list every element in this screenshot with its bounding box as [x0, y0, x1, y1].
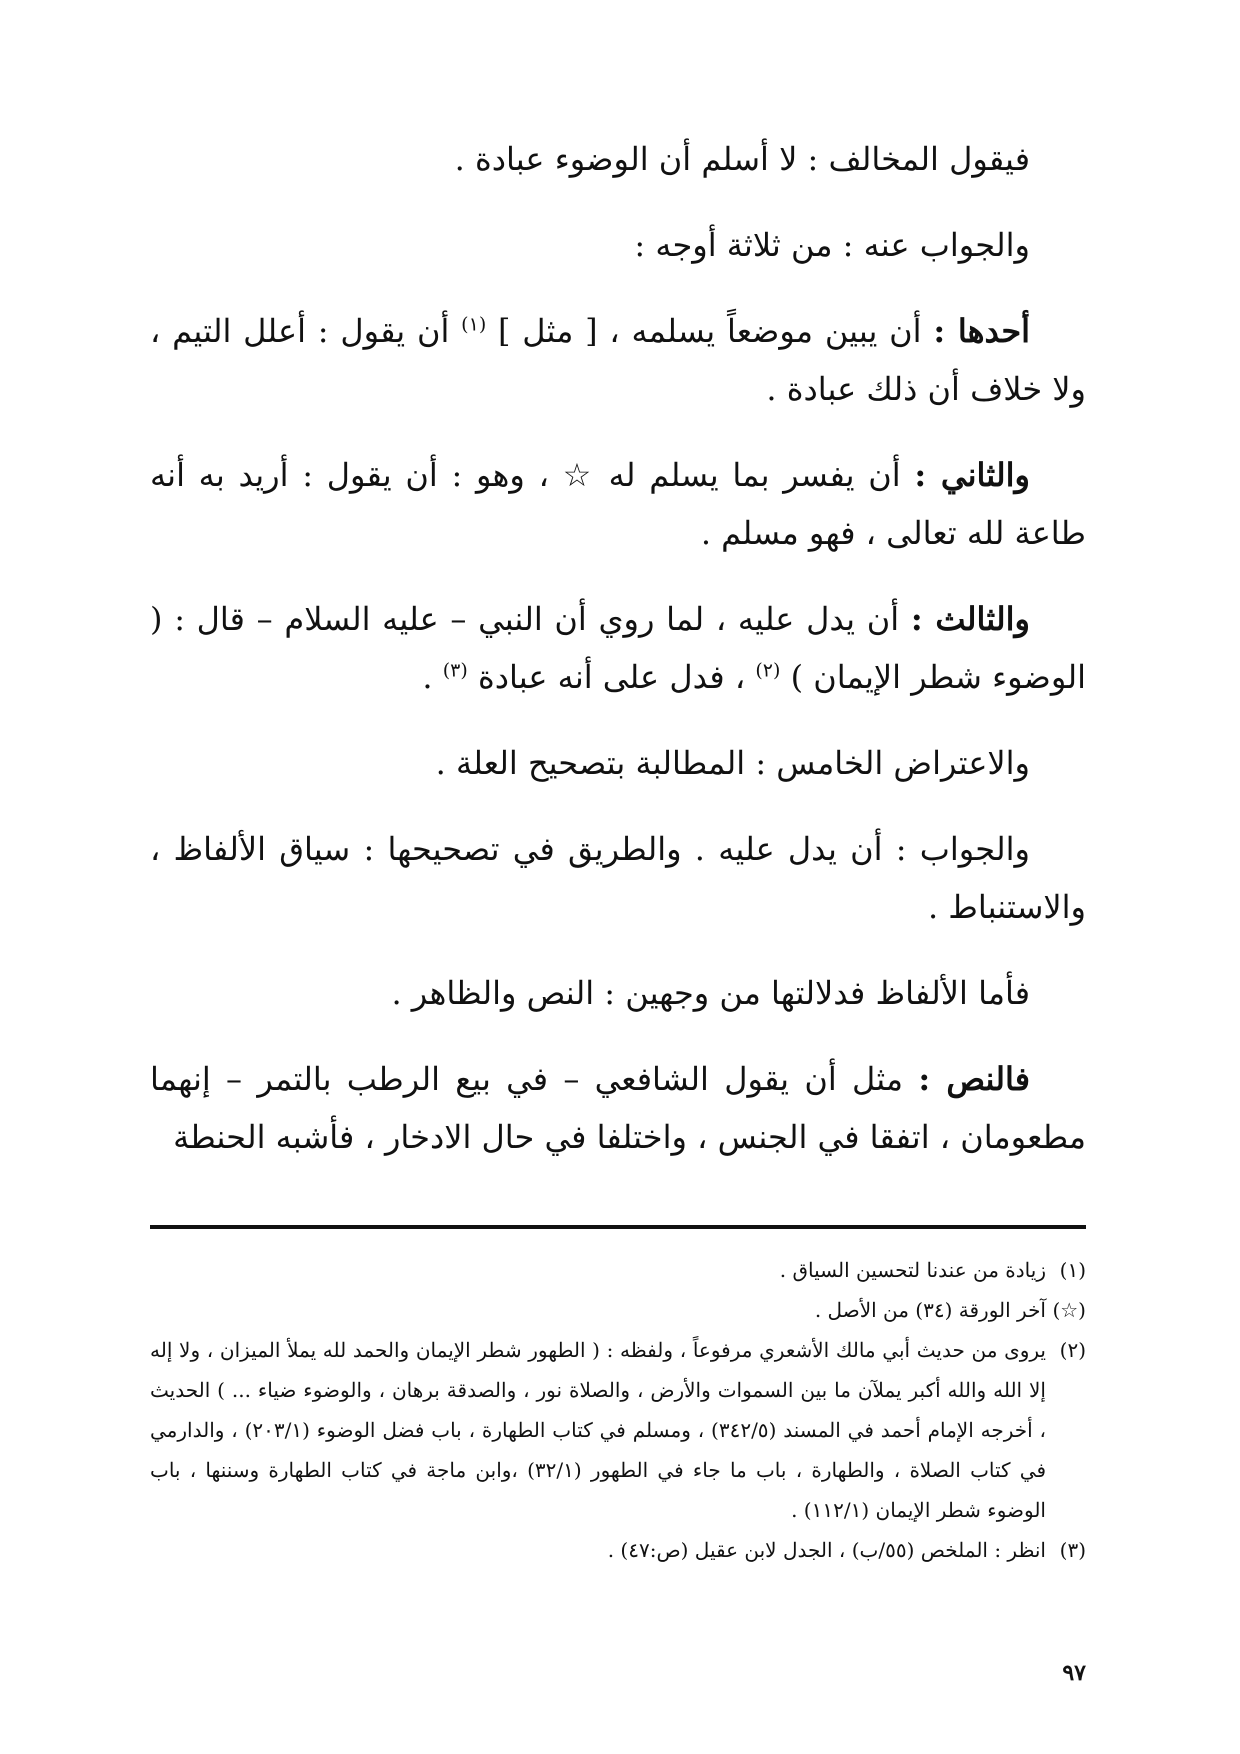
paragraph-text: أن يفسر بما يسلم له ☆ ، وهو : أن يقول : أريد به أنه طاعة لله تعالى ، فهو مسلم .: [150, 456, 1086, 552]
paragraph-lead: أحدها :: [933, 312, 1031, 350]
footnote-ref: (٢): [755, 659, 781, 682]
footnote-ref: (٣): [442, 659, 468, 682]
paragraph-text: أن يقول : أعلل التيم ، ولا خلاف أن ذلك عبادة .: [150, 312, 1086, 408]
book-page: [150, 130, 1086, 1690]
footnote-text: زيادة من عندنا لتحسين السياق .: [779, 1258, 1046, 1282]
page-number: ٩٧: [1062, 1660, 1086, 1686]
paragraph-fifth-objection: [150, 734, 1086, 792]
paragraph-text: أن يدل عليه ، لما روي أن النبي – عليه السلام – قال : ( الوضوء شطر الإيمان ): [150, 600, 1086, 696]
footnote-text: آخر الورقة (٣٤) من الأصل .: [814, 1298, 1046, 1322]
main-text: [150, 130, 1086, 1166]
paragraph-answer-intro: [150, 216, 1086, 274]
footnote-divider: [150, 1225, 1086, 1229]
paragraph-third-aspect: [150, 590, 1086, 706]
paragraph-wording: [150, 964, 1086, 1022]
paragraph-lead: فالنص :: [918, 1060, 1031, 1098]
paragraph-text: فيقول المخالف : لا أسلم أن الوضوء عبادة .: [454, 140, 1030, 178]
footnote-item: [150, 1290, 1086, 1330]
footnote-text: انظر : الملخص (٥٥/ب) ، الجدل لابن عقيل (ص:٤٧) .: [607, 1538, 1046, 1562]
paragraph-text: مثل أن يقول الشافعي – في بيع الرطب بالتمر – إنهما مطعومان ، اتفقا في الجنس ، واختلفا في حال الادخار ، فأشبه الحنطة: [150, 1060, 1086, 1156]
paragraph-lead: والثالث :: [910, 600, 1030, 638]
footnote-text: يروى من حديث أبي مالك الأشعري مرفوعاً ، ولفظه : ( الطهور شطر الإيمان والحمد لله يملأ الميزان ، ولا إله إلا الله والله أكبر يملآن ما بين السموات والأرض ، والصلاة نور ، والصدقة برهان ، والوضوء ضياء ... ) الحديث ، أخرجه الإمام أحمد في المسند (٣٤٢/٥) ، ومسلم في كتاب الطهارة ، باب فضل الوضوء (٢٠٣/١) ، والدارمي في كتاب الصلاة ، والطهارة ، باب ما جاء في الطهور (٣٢/١) ،وابن ماجة في كتاب الطهارة وسننها ، باب الوضوء شطر الإيمان (١١٢/١) .: [150, 1338, 1047, 1522]
paragraph-answer: [150, 820, 1086, 936]
footnote-item: [150, 1250, 1086, 1290]
paragraph-text: والجواب عنه : من ثلاثة أوجه :: [634, 226, 1030, 264]
paragraph-second-aspect: [150, 446, 1086, 562]
paragraph-text: فأما الألفاظ فدلالتها من وجهين : النص والظاهر .: [391, 974, 1030, 1012]
footnote-mark: (٢): [1059, 1338, 1086, 1362]
footnote-mark: (٣): [1059, 1538, 1086, 1562]
paragraph-text: ، فدل على أنه عبادة: [477, 658, 756, 696]
paragraph-text: والاعتراض الخامس : المطالبة بتصحيح العلة .: [435, 744, 1030, 782]
footnote-item: [150, 1530, 1086, 1570]
footnote-item: [150, 1330, 1086, 1530]
footnotes: [150, 1250, 1086, 1570]
paragraph-objection: [150, 130, 1086, 188]
paragraph-lead: والثاني :: [914, 456, 1031, 494]
footnote-ref: (١): [461, 313, 487, 336]
footnote-mark: (☆): [1052, 1298, 1086, 1322]
footnote-mark: (١): [1059, 1258, 1086, 1282]
paragraph-text: أن يبين موضعاً يسلمه ، [ مثل ]: [498, 312, 934, 350]
paragraph-text: والجواب : أن يدل عليه . والطريق في تصحيحها : سياق الألفاظ ، والاستنباط .: [150, 830, 1086, 926]
paragraph-text-proof: [150, 1050, 1086, 1166]
paragraph-first-aspect: [150, 302, 1086, 418]
paragraph-text: .: [422, 658, 443, 696]
